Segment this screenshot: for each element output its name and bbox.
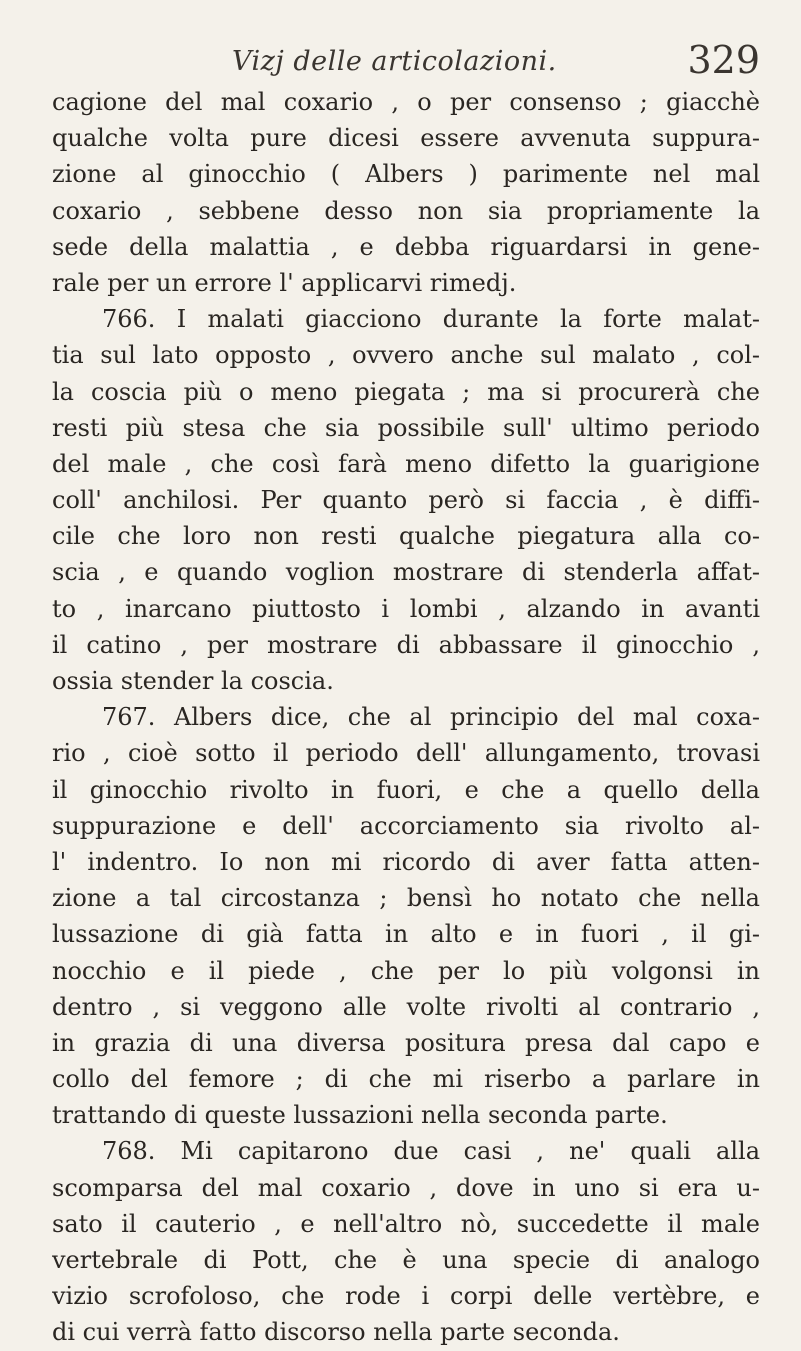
text-line: dentro , si veggono alle volte rivolti al contrario , xyxy=(52,992,760,1021)
text-line: nocchio e il piede , che per lo più volgonsi in xyxy=(52,956,760,985)
paragraph-start-766: 766. I malati giacciono durante la forte malat- xyxy=(102,305,760,334)
text-line: resti più stesa che sia possibile sull' ultimo periodo xyxy=(52,413,760,442)
text-line: in grazia di una diversa positura presa dal capo e xyxy=(52,1028,760,1057)
text-line: to , inarcano piuttosto i lombi , alzando in avanti xyxy=(52,594,760,623)
text-line: suppurazione e dell' accorciamento sia rivolto al- xyxy=(52,811,760,840)
text-line: sato il cauterio , e nell'altro nò, succedette il male xyxy=(52,1209,760,1238)
paragraph-start-768: 768. Mi capitarono due casi , ne' quali alla xyxy=(102,1137,760,1166)
text-line: lussazione di già fatta in alto e in fuori , il gi- xyxy=(52,920,760,949)
text-line: rale per un errore l' applicarvi rimedj. xyxy=(52,268,517,297)
body-text xyxy=(52,84,760,1351)
text-line: cagione del mal coxario , o per consenso ; giacchè xyxy=(52,88,760,116)
text-line: del male , che così farà meno difetto la guarigione xyxy=(52,449,760,478)
running-title: Vizj delle articolazioni. xyxy=(232,46,557,77)
text-line: scomparsa del mal coxario , dove in uno si era u- xyxy=(52,1173,760,1202)
text-line: scia , e quando voglion mostrare di stenderla affat- xyxy=(52,558,760,587)
text-line: il ginocchio rivolto in fuori, e che a quello della xyxy=(52,775,760,804)
text-line: trattando di queste lussazioni nella seconda parte. xyxy=(52,1101,668,1130)
text-line: zione al ginocchio ( Albers ) parimente nel mal xyxy=(52,160,760,189)
text-line: ossia stender la coscia. xyxy=(52,667,334,695)
text-line: tia sul lato opposto , ovvero anche sul malato , col- xyxy=(52,341,760,370)
text-line: sede della malattia , e debba riguardarsi in gene- xyxy=(52,232,760,261)
page-number: 329 xyxy=(687,38,760,82)
text-line: coxario , sebbene desso non sia propriamente la xyxy=(52,196,760,225)
text-line: cile che loro non resti qualche piegatura alla co- xyxy=(52,522,760,551)
text-line: coll' anchilosi. Per quanto però si faccia , è diffi- xyxy=(52,486,760,515)
text-line: di cui verrà fatto discorso nella parte seconda. xyxy=(52,1318,620,1347)
text-line: la coscia più o meno piegata ; ma si procurerà che xyxy=(52,377,760,406)
text-line: vertebrale di Pott, che è una specie di analogo xyxy=(52,1246,760,1274)
text-line: il catino , per mostrare di abbassare il ginocchio , xyxy=(52,630,760,659)
text-line: l' indentro. Io non mi ricordo di aver fatta atten- xyxy=(52,847,760,876)
text-line: rio , cioè sotto il periodo dell' allungamento, trovasi xyxy=(52,739,760,768)
text-line: zione a tal circostanza ; bensì ho notato che nella xyxy=(52,884,760,913)
text-line: vizio scrofoloso, che rode i corpi delle vertèbre, e xyxy=(52,1282,760,1311)
text-line: collo del femore ; di che mi riserbo a parlare in xyxy=(52,1065,760,1094)
text-line: qualche volta pure dicesi essere avvenuta suppura- xyxy=(52,124,760,153)
paragraph-start-767: 767. Albers dice, che al principio del mal coxa- xyxy=(102,703,760,732)
